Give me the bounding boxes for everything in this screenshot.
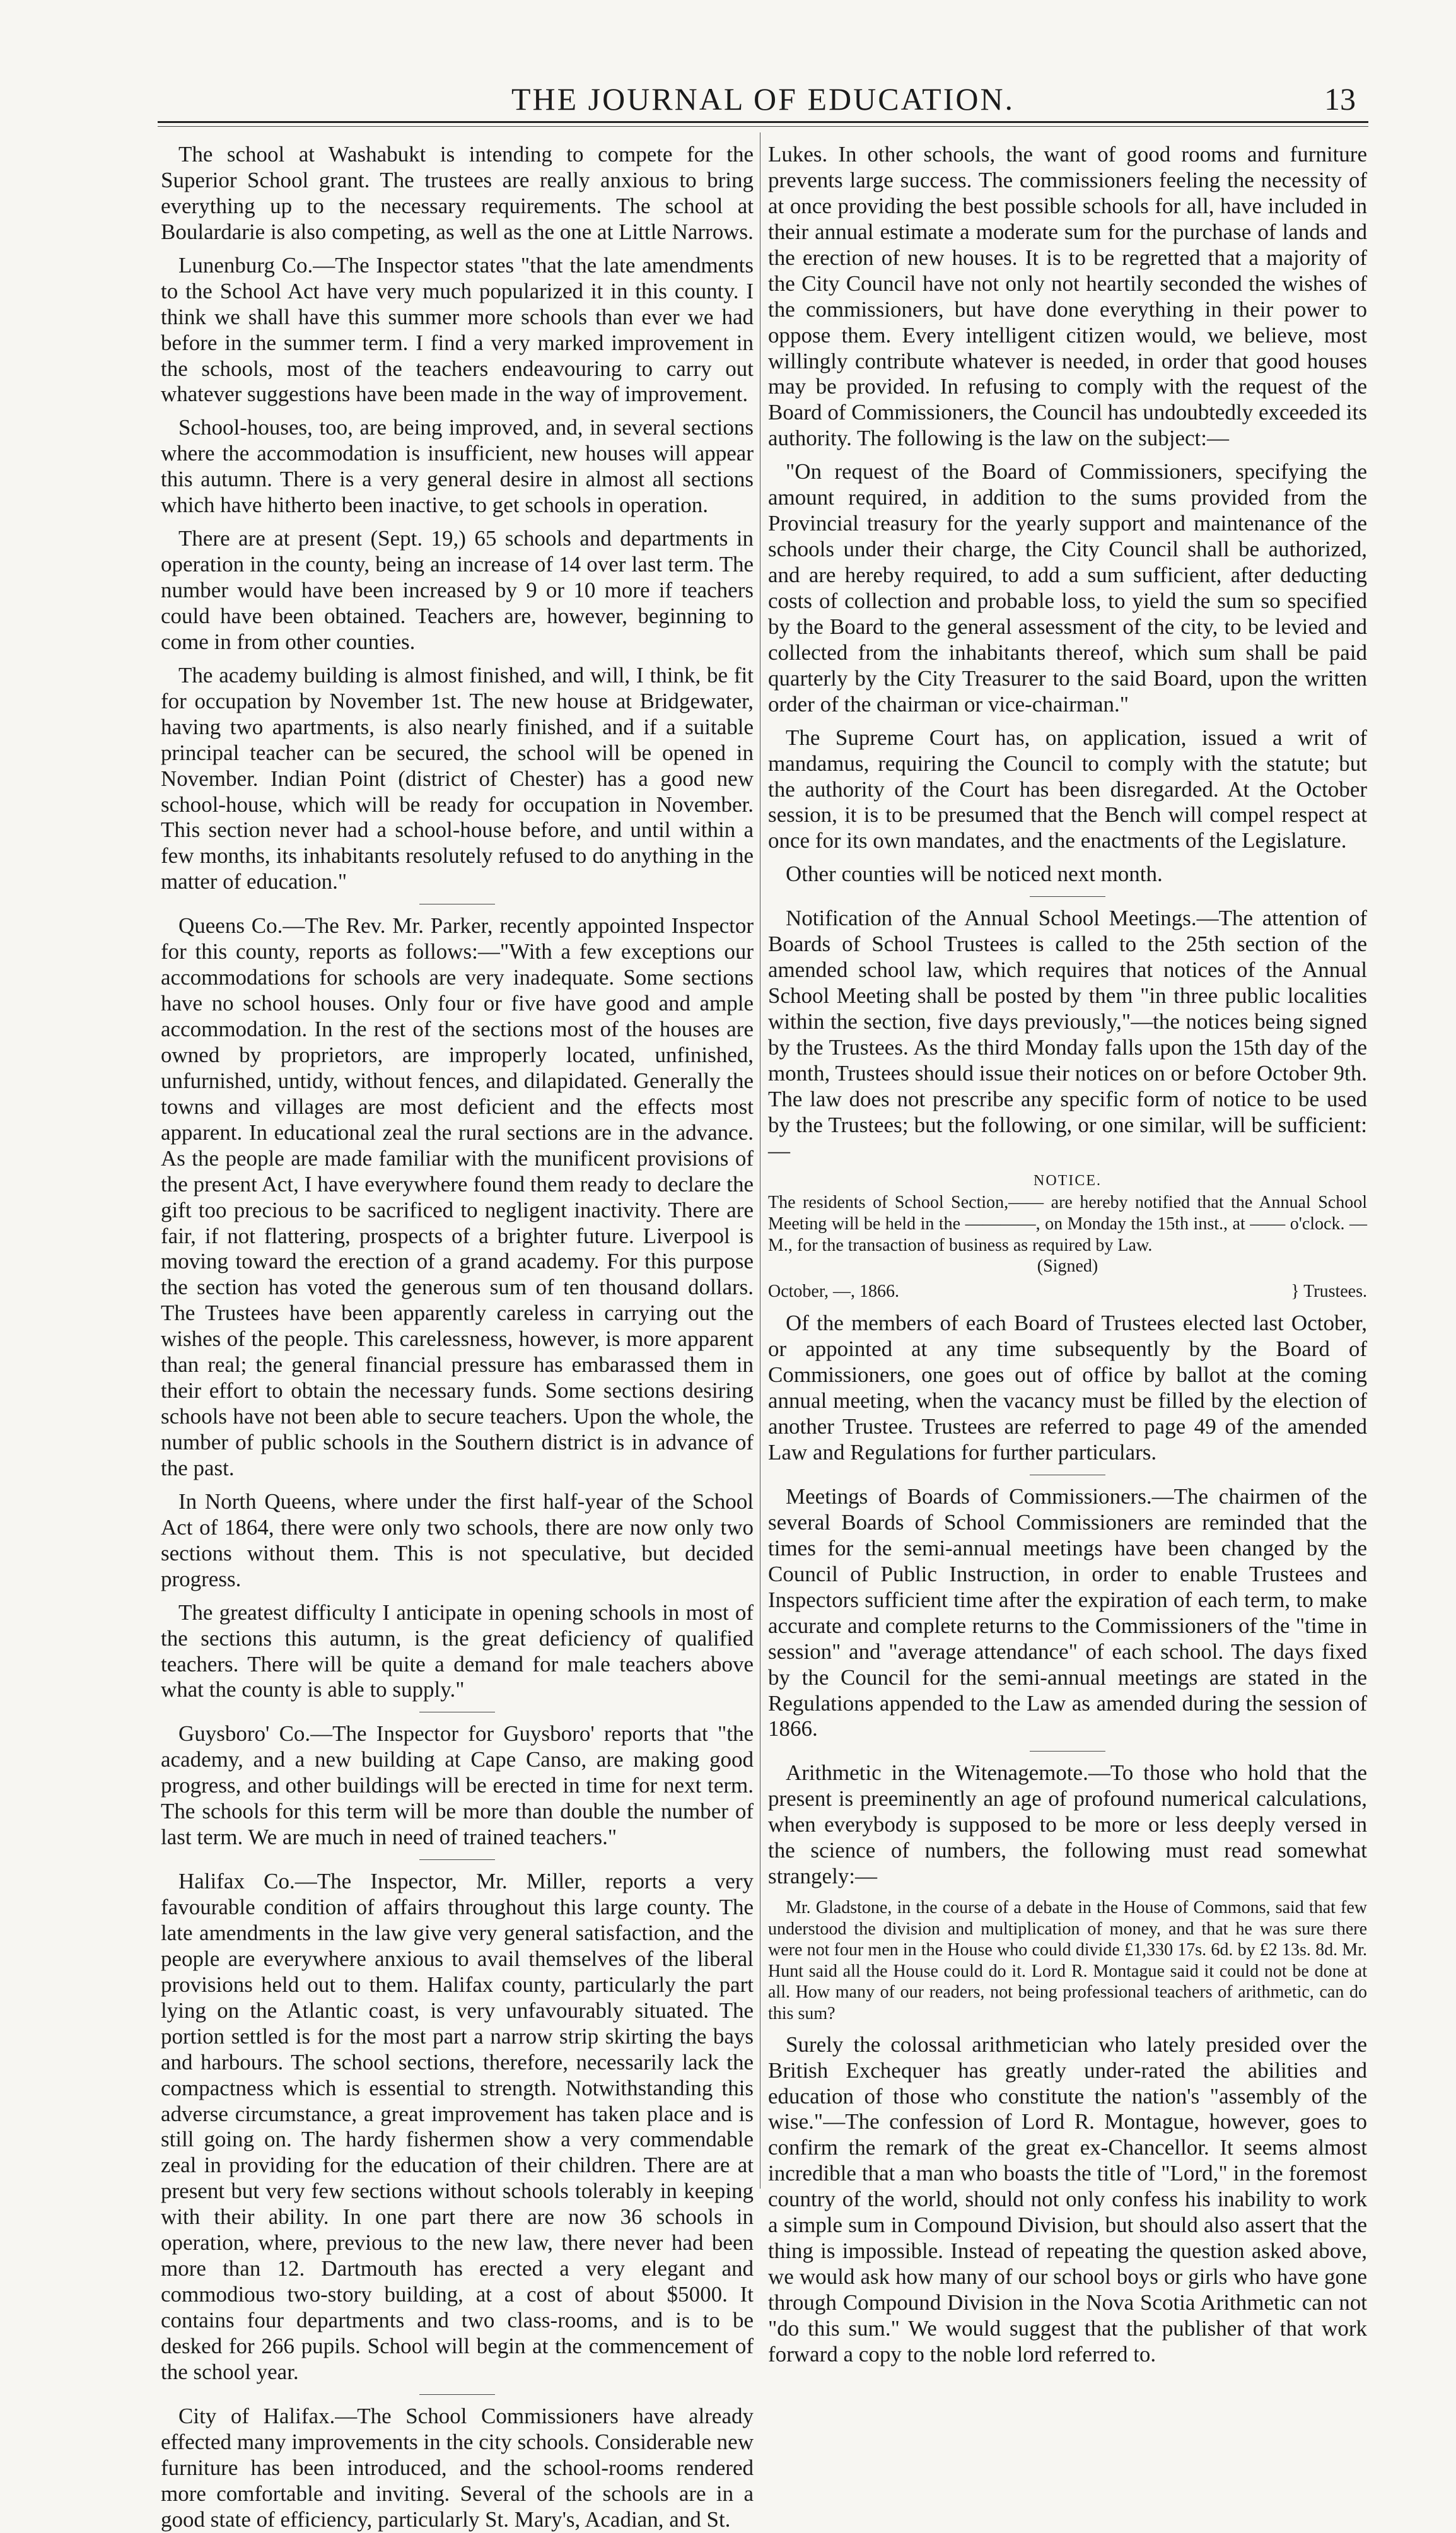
paragraph: The school at Washabukt is intending to compete for the Superior School grant. The trustees are really anxious to bring everything up to the necessary requirements. The school at Boulardarie is also competing, as well as the one at Little Narrows.: [161, 142, 754, 244]
header-rule-thin: [158, 126, 1368, 127]
paragraph: The Supreme Court has, on application, issued a writ of mandamus, requiring the Council to comply with the statute; but the authority of the Court has been disregarded. At the October session, it is to be presumed that the Bench will compel respect at once for its own mandates, and the enactments of the Legislature.: [768, 725, 1367, 853]
paragraph: Other counties will be noticed next month.: [786, 862, 1163, 887]
left-column: [161, 142, 754, 2532]
notice-heading: NOTICE.: [1034, 1172, 1102, 1189]
paragraph: Arithmetic in the Witenagemote.—To those who hold that the present is preeminently an age of profound numerical calculations, when everybody is supposed to be more or less deeply versed in the science of numbers, the following must read somewhat strangely:—: [768, 1760, 1367, 1889]
paragraph: Notification of the Annual School Meetings.—The attention of Boards of School Trustees is called to the 25th section of the amended school law, which requires that notices of the Annual School Meeting shall be posted by them "in three public localities within the section, five days previously,"—the notices being signed by the Trustees. As the third Monday falls upon the 15th day of the month, Trustees should issue their notices on or before October 9th. The law does not prescribe any specific form of notice to be used by the Trustees; but the following, or one similar, will be sufficient:—: [768, 906, 1367, 1163]
page-number: 13: [1324, 81, 1356, 117]
header-rule: [158, 121, 1368, 123]
section-separator: [1030, 896, 1105, 897]
paragraph: Guysboro' Co.—The Inspector for Guysboro' reports that "the academy, and a new building at Cape Canso, are making good progress, and other buildings will be erected in time for next term. The schools for this term will be more than double the number of last term. We are much in need of trained teachers.": [161, 1721, 754, 1850]
paragraph: Lukes. In other schools, the want of good rooms and furniture prevents large success. The commissioners feeling the necessity of at once providing the best possible schools for all, have included in their annual estimate a moderate sum for the purchase of lands and the erection of new houses. It is to be regretted that a majority of the City Council have not only not heartily seconded the wishes of the commissioners, but have done everything in their power to oppose them. Every intelligent citizen would, we believe, most willingly contribute whatever is needed, in order that good houses may be provided. In refusing to comply with the request of the Board of Commissioners, the Council has undoubtedly exceeded its authority. The following is the law on the subject:—: [768, 142, 1367, 451]
notice-trustees: } Trustees.: [1291, 1281, 1367, 1301]
paragraph: In North Queens, where under the first half-year of the School Act of 1864, there were only two schools, there are now only two sections without them. This is not speculative, but decided progress.: [161, 1489, 754, 1591]
paragraph: The greatest difficulty I anticipate in opening schools in most of the sections this autumn, is the great deficiency of qualified teachers. There will be quite a demand for male teachers above what the county is able to supply.": [161, 1600, 754, 1702]
paragraph: Meetings of Boards of Commissioners.—The chairmen of the several Boards of School Commissioners are reminded that the times for the semi-annual meetings have been changed by the Council of Public Instruction, in order to enable Trustees and Inspectors sufficient time after the expiration of each term, to make accurate and complete returns to the Commissioners of the "time in session" and "average attendance" of each school. The days fixed by the Council for the semi-annual meetings are stated in the Regulations appended to the Law as amended during the session of 1866.: [768, 1484, 1367, 1741]
paragraph: The academy building is almost finished, and will, I think, be fit for occupation by November 1st. The new house at Bridgewater, having two apartments, is also nearly finished, and if a suitable principal teacher can be secured, the school will be opened in November. Indian Point (district of Chester) has a good new school-house, which will be ready for occupation in November. This section never had a school-house before, and until within a few months, its inhabitants resolutely refused to do anything in the matter of education.": [161, 662, 754, 894]
paragraph: School-houses, too, are being improved, and, in several sections where the accommodation is insufficient, new houses will appear this autumn. There is a very general desire in almost all sections which have hitherto been inactive, to get schools in operation.: [161, 415, 754, 518]
notice-signed: (Signed): [1037, 1256, 1098, 1277]
quoted-law: "On request of the Board of Commissioners, specifying the amount required, in addition to the sums provided from the Provincial treasury for the yearly support and maintenance of the schools under their charge, the City Council shall be authorized, and are hereby required, to add a sum sufficient, after deducting costs of collection and probable loss, to yield the sum so specified by the Board to the general assessment of the city, to be levied and collected from the inhabitants thereof, which sum shall be paid quarterly by the City Treasurer to the said Board, upon the written order of the chairman or vice-chairman.": [768, 459, 1367, 717]
right-column: [768, 142, 1367, 2366]
notice-body: The residents of School Section,—— are hereby notified that the Annual School Meeting will be held in the ————, on Monday the 15th inst., at —— o'clock. — M., for the transaction of business as required by Law.: [768, 1193, 1367, 1255]
paragraph: Lunenburg Co.—The Inspector states "that the late amendments to the School Act have very much popularized it in this county. I think we shall have this summer more schools than ever we had before in the summer term. I find a very marked improvement in the schools, most of the teachers endeavouring to carry out whatever suggestions have been made in the way of improvement.: [161, 252, 754, 407]
paragraph: Surely the colossal arithmetician who lately presided over the British Exchequer has greatly under-rated the abilities and education of those who constitute the nation's "assembly of the wise."—The confession of Lord R. Montague, however, goes to confirm the remark of the great ex-Chancellor. It seems almost incredible that a man who boasts the title of "Lord," in the foremost country of the world, should not only confess his inability to work a simple sum in Compound Division, but should also assert that the thing is impossible. Instead of repeating the question asked above, we would ask how many of our school boys or girls who have gone through Compound Division in the Nova Scotia Arithmetic can not "do this sum." We would suggest that the publisher of that work forward a copy to the noble lord referred to.: [768, 2032, 1367, 2366]
paragraph: City of Halifax.—The School Commissioners have already effected many improvements in the city schools. Considerable new furniture has been introduced, and the school-rooms rendered more comfortable and inviting. Several of the schools are in a good state of efficiency, particularly St. Mary's, Acadian, and St.: [161, 2403, 754, 2532]
journal-title: THE JOURNAL OF EDUCATION.: [511, 81, 1015, 117]
section-separator: [1030, 1751, 1105, 1752]
paragraph: Halifax Co.—The Inspector, Mr. Miller, reports a very favourable condition of affairs throughout this large county. The late amendments in the law give very general satisfaction, and the people are everywhere anxious to avail themselves of the liberal provisions held out to them. Halifax county, particularly the part lying on the Atlantic coast, is very unfavourably situated. The portion settled is for the most part a narrow strip skirting the bays and harbours. The school sections, therefore, necessarily lack the compactness which is essential to strength. Notwithstanding this adverse circumstance, a great improvement has taken place and is still going on. The hardy fishermen show a very commendable zeal in providing for the education of their children. There are at present but very few sections without schools tolerably in keeping with their ability. In one part there are now 36 schools in operation, where, previous to the new law, there never had been more than 12. Dartmouth has erected a very elegant and commodious two-story building, at a cost of about $5000. It contains four departments and two class-rooms, and is to be desked for 266 pupils. School will begin at the commencement of the school year.: [161, 1869, 754, 2384]
paragraph: Of the members of each Board of Trustees elected last October, or appointed at any time subsequently by the Board of Commissioners, one goes out of office by ballot at the coming annual meeting, when the vacancy must be filled by the election of another Trustee. Trustees are referred to page 49 of the amended Law and Regulations for further particulars.: [768, 1311, 1367, 1465]
notice-form: [768, 1172, 1367, 1302]
section-separator: [419, 1859, 495, 1860]
quoted-report: Mr. Gladstone, in the course of a debate in the House of Commons, said that few understood the division and multiplication of money, and that he was sure there were not four men in the House who could divide £1,330 17s. 6d. by £2 13s. 8d. Mr. Hunt said all the House could do it. Lord R. Montague said it could not be done at all. How many of our readers, not being professional teachers of arithmetic, can do this sum?: [768, 1898, 1367, 2024]
notice-date: October, —, 1866.: [768, 1281, 900, 1301]
paragraph: Queens Co.—The Rev. Mr. Parker, recently appointed Inspector for this county, reports as follows:—"With a few exceptions our accommodations for schools are very inadequate. Some sections have no school houses. Only four or five have good and ample accommodation. In the rest of the sections most of the houses are owned by proprietors, are improperly located, unfinished, unfurnished, untidy, without fences, and dilapidated. Generally the towns and villages are most deficient and the effects most apparent. In educational zeal the rural sections are in the advance. As the people are made familiar with the munificent provisions of the present Act, I have everywhere found them ready to declare the gift too precious to be sacrificed to negligent inactivity. There are fair, if not flattering, prospects of a brighter future. Liverpool is moving toward the erection of a grand academy. For this purpose the section has voted the generous sum of ten thousand dollars. The Trustees have been apparently careless in carrying out the wishes of the people. This carelessness, however, is more apparent than real; the general financial pressure has embarassed them in their effort to obtain the necessary funds. Some sections desiring schools have not been able to secure teachers. Upon the whole, the number of public schools in the Southern district is in advance of the past.: [161, 913, 754, 1480]
section-separator: [419, 2394, 495, 2395]
page-header: [158, 69, 1368, 120]
paragraph: There are at present (Sept. 19,) 65 schools and departments in operation in the county, being an increase of 14 over last term. The number would have been increased by 9 or 10 more if teachers could have been obtained. Teachers are, however, beginning to come in from other counties.: [161, 526, 754, 654]
